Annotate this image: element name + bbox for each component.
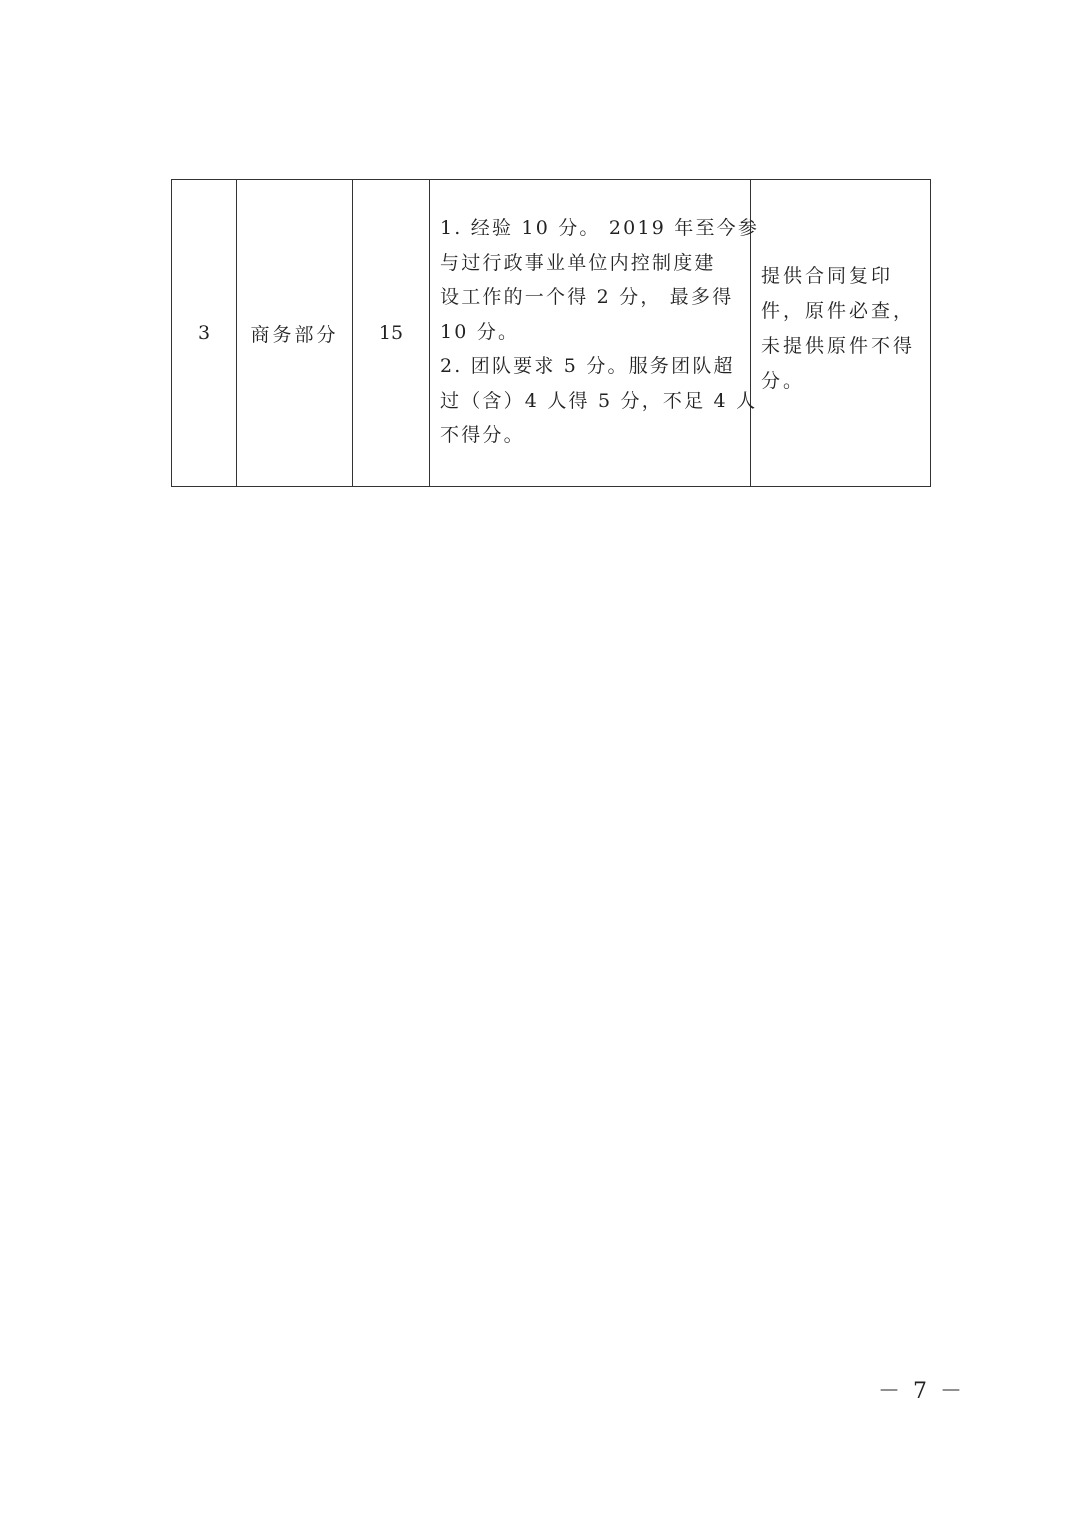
item-name-cell: 商务部分 — [237, 180, 353, 487]
criteria-line: 设工作的一个得 2 分， 最多得 — [440, 286, 734, 309]
criteria-line: 不得分。 — [440, 424, 525, 447]
scoring-table — [171, 179, 931, 487]
criteria-line: 1. 经验 10 分。 2019 年至今参 — [440, 217, 760, 240]
criteria-line: 10 分。 — [440, 320, 520, 343]
criteria-line: 与过行政事业单位内控制度建 — [440, 251, 716, 274]
note-cell — [751, 180, 931, 487]
note-line: 提供合同复印 — [761, 265, 894, 287]
page-number: － 7 － — [878, 1379, 965, 1404]
table-row — [172, 180, 931, 487]
criteria-cell — [430, 180, 760, 487]
criteria-text — [430, 211, 760, 453]
note-line: 未提供原件不得 — [761, 335, 916, 357]
score-cell: 15 — [353, 180, 430, 487]
criteria-line: 2. 团队要求 5 分。服务团队超 — [440, 355, 735, 378]
note-text — [751, 259, 930, 399]
note-line: 件，原件必查， — [761, 300, 916, 322]
row-number-cell: 3 — [172, 180, 237, 487]
note-line: 分。 — [761, 370, 806, 392]
criteria-line: 过（含）4 人得 5 分，不足 4 人 — [440, 389, 758, 412]
